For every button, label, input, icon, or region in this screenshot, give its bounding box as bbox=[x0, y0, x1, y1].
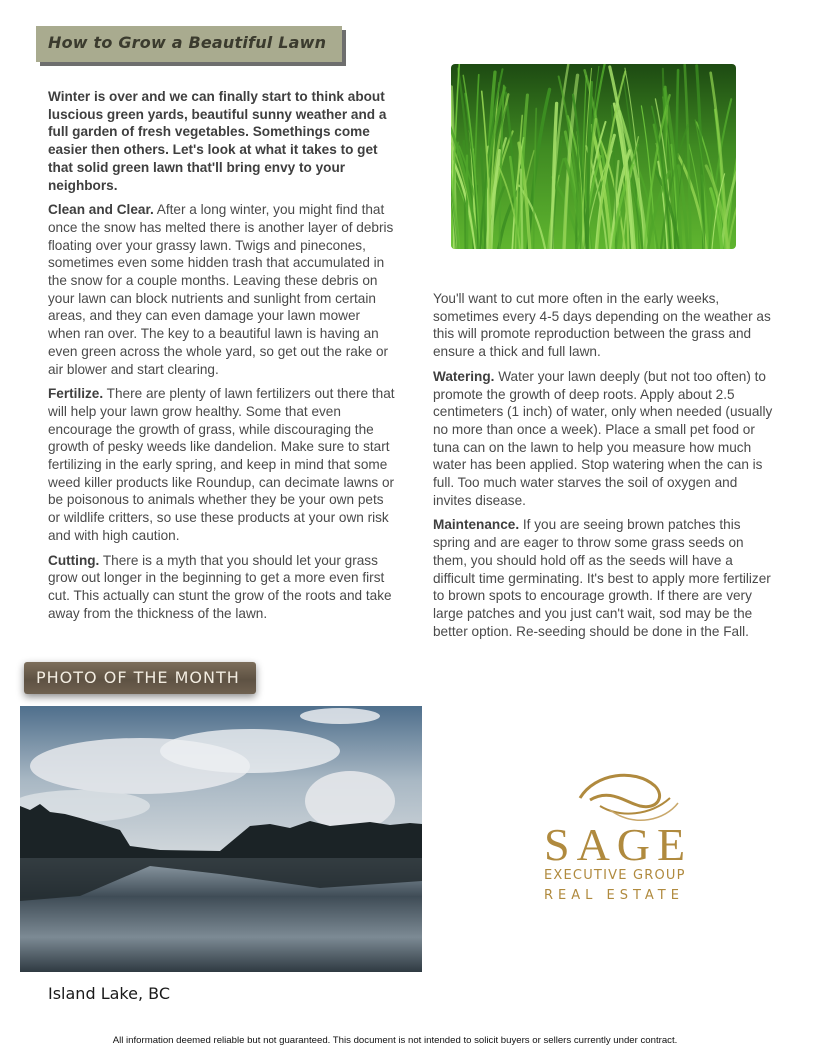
section-fertilize bbox=[48, 385, 396, 544]
left-column bbox=[48, 88, 396, 629]
photo-of-month-banner bbox=[24, 662, 256, 694]
logo-line2: REAL ESTATE bbox=[544, 888, 684, 903]
intro-paragraph: Winter is over and we can finally start to think about luscious green yards, beautiful sunny weather and a full garden of fresh vegetables. Somethings come easier then others. Let's look at what it takes to get that solid green lawn that'll bring envy to your neighbors. bbox=[48, 89, 387, 193]
section-lead: Maintenance. bbox=[433, 517, 520, 533]
section-watering bbox=[433, 368, 773, 510]
section-text: After a long winter, you might find that once the snow has melted there is another layer of debris floating over your grassy lawn. Twigs and pinecones, sometimes even some hidden trash that accumulated in the snow for a couple months. Leaving these debris on your lawn can block nutrients and sunlight from certain areas, and they can even damage your lawn mower when ran over. The key to a beautiful lawn is having an even green across the whole yard, so get out the rake or air blower and start clearing. bbox=[48, 202, 394, 377]
photo-of-month-heading: PHOTO OF THE MONTH bbox=[36, 668, 240, 687]
footer-disclaimer: All information deemed reliable but not guaranteed. This document is not intended to solicit buyers or sellers currently under contract. bbox=[112, 1035, 678, 1046]
logo-line1: EXECUTIVE GROUP bbox=[544, 868, 686, 883]
section-lead: Clean and Clear. bbox=[48, 202, 154, 218]
section-clean-and-clear bbox=[48, 201, 396, 378]
section-lead: Cutting. bbox=[48, 552, 100, 568]
section-lead: Fertilize. bbox=[48, 386, 104, 402]
section-text: Water your lawn deeply (but not too often) to promote the growth of deep roots. Apply about 2.5 centimeters (1 inch) of water, only when needed (usually no more than once a week). Place a small pet food or tuna can on the lawn to help you measure how much water has been applied. Stop watering when the can is full. Too much water starves the soil of oxygen and invites disease. bbox=[433, 368, 773, 508]
section-text: If you are seeing brown patches this spring and are eager to throw some grass seeds on them, you should hold off as the seeds will have a difficult time germinating. It's best to apply more fertilizer to brown spots to encourage growth. If there are very large patches and you just can't wait, sod may be the better option. Re-seeding should be done in the Fall. bbox=[433, 517, 771, 639]
right-column bbox=[433, 290, 773, 647]
lake-photo bbox=[20, 706, 422, 972]
article-title: How to Grow a Beautiful Lawn bbox=[48, 33, 327, 52]
article-title-banner bbox=[36, 26, 342, 62]
section-cutting bbox=[48, 552, 396, 623]
cutting-continuation: You'll want to cut more often in the early weeks, sometimes every 4-5 days depending on the weather as this will promote reproduction between the grass and ensure a thick and full lawn. bbox=[433, 291, 771, 360]
photo-caption: Island Lake, BC bbox=[48, 984, 170, 1003]
section-maintenance bbox=[433, 516, 773, 640]
logo-name: SAGE bbox=[544, 819, 693, 870]
grass-photo bbox=[451, 64, 736, 249]
section-lead: Watering. bbox=[433, 368, 495, 384]
section-text: There is a myth that you should let your grass grow out longer in the beginning to get a more even first cut. This actually can stunt the grow of the roots and take away from the thickness of the lawn. bbox=[48, 552, 392, 621]
sage-logo bbox=[540, 768, 710, 908]
section-text: There are plenty of lawn fertilizers out there that will help your lawn grow healthy. Some that even encourage the growth of grass, while discouraging the growth of pesky weeds like dandelion. Make sure to start fertilizing in the early spring, and keep in mind that some weed killer products like Roundup, can decimate lawns or be poisonous to animals whether they be your own pets or wildlife critters, so use these products at your own risk and with high caution. bbox=[48, 386, 395, 543]
